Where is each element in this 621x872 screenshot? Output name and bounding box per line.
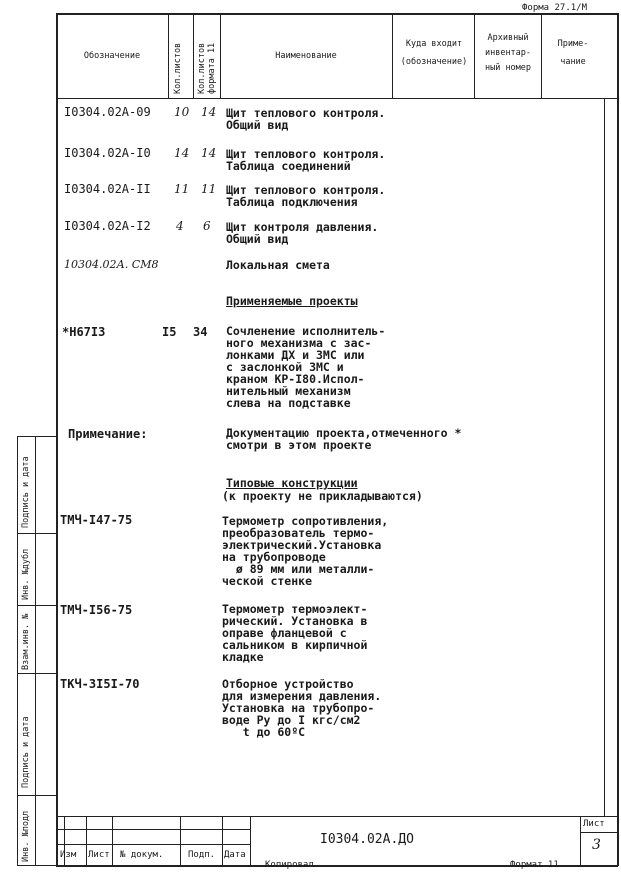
- row-code: ТМЧ-I47-75: [60, 513, 133, 527]
- row-sheets-f11: 14: [201, 146, 217, 160]
- stamp-sheet-label: Лист: [583, 819, 605, 829]
- row-code: ТКЧ-3I5I-70: [60, 677, 140, 691]
- margin-sign-date: Подпись и дата: [21, 456, 31, 528]
- row-sheets-f11: 6: [203, 219, 211, 233]
- stamp-sheet-number: 3: [592, 837, 601, 853]
- margin-instead-inv: Взам.инв. №: [21, 613, 31, 670]
- header-sheet-count-format: Кол.листов формата 11: [197, 42, 217, 94]
- row-name: Щит теплового контроля. Общий вид: [226, 106, 386, 132]
- typical-heading: Типовые конструкции: [226, 476, 358, 490]
- row-name: Щит контроля давления. Общий вид: [226, 220, 379, 246]
- row-name: Термометр сопротивления, преобразователь термо- электрический.Установка на трубопроводе ø 89 мм или металли- ческой стенке: [222, 514, 389, 588]
- margin-sign-date-2: Подпись и дата: [21, 716, 31, 788]
- row-sheets-f11: 11: [201, 182, 217, 196]
- stamp-col-sheet: Лист: [88, 850, 110, 860]
- stamp-col-change: Изм: [60, 850, 77, 860]
- footer-format: Формат 11: [510, 860, 559, 870]
- row-code: I0304.02A-II: [64, 182, 151, 196]
- applied-heading: Применяемые проекты: [226, 294, 358, 308]
- row-sheets-f11: 14: [201, 105, 217, 119]
- row-sheets: I5: [162, 325, 177, 339]
- typical-subheading: (к проекту не прикладываются): [222, 489, 423, 503]
- row-sheets: 14: [174, 146, 190, 160]
- note-label: Примечание:: [68, 427, 148, 441]
- row-name: Сочленение исполнитель- ного механизма с зас- лонками ДХ и ЗМС или с заслонкой ЗМС и краном КР-I80.Испол- нительный механизм слева на подставке: [226, 324, 386, 410]
- row-code: *Н67I3: [62, 325, 106, 339]
- note-text: Документацию проекта,отмеченного * смотри в этом проекте: [226, 426, 462, 452]
- footer-copied: Копировал: [265, 860, 314, 870]
- row-code: I0304.02A-09: [64, 105, 151, 119]
- row-name: Отборное устройство для измерения давления. Установка на трубопро- воде Ру до I кгс/см2 t до 60ºС: [222, 677, 382, 739]
- row-code: ТМЧ-I56-75: [60, 603, 133, 617]
- margin-inv-orig: Инв. №подл: [21, 810, 31, 862]
- stamp-doc-code: I0304.02А.ДО: [320, 832, 414, 847]
- row-name: Щит теплового контроля. Таблица подключения: [226, 183, 386, 209]
- header-note: Приме- чание: [557, 39, 589, 67]
- row-code: I0304.02A-I2: [64, 219, 151, 233]
- header-name: Наименование: [275, 51, 337, 61]
- row-sheets: 10: [174, 105, 190, 119]
- header-sheet-count: Кол.листов: [173, 42, 183, 94]
- row-name: Термометр термоэлект- рический. Установка в оправе фланцевой с сальником в кирпичной кладке: [222, 602, 368, 664]
- form-label: Форма 27.1/М: [522, 3, 588, 13]
- stamp-col-date: Дата: [224, 850, 246, 860]
- row-name: Локальная смета: [226, 258, 330, 272]
- row-sheets-f11: 34: [193, 325, 208, 339]
- header-archive-number: Архивный инвентар- ный номер: [484, 33, 532, 73]
- stamp-col-doc-number: № докум.: [120, 850, 164, 860]
- stamp-col-signature: Подп.: [188, 850, 216, 860]
- header-designation: Обозначение: [83, 51, 141, 61]
- row-code: I0304.02A-I0: [64, 146, 151, 160]
- margin-inv-dup: Инв. №дубл: [21, 548, 31, 600]
- header-where-used: Куда входит (обозначение): [400, 39, 468, 67]
- row-sheets: 4: [176, 219, 184, 233]
- row-sheets: 11: [174, 182, 190, 196]
- row-name: Щит теплового контроля. Таблица соединений: [226, 147, 386, 173]
- row-code: 10304.02А. СМ8: [64, 258, 159, 271]
